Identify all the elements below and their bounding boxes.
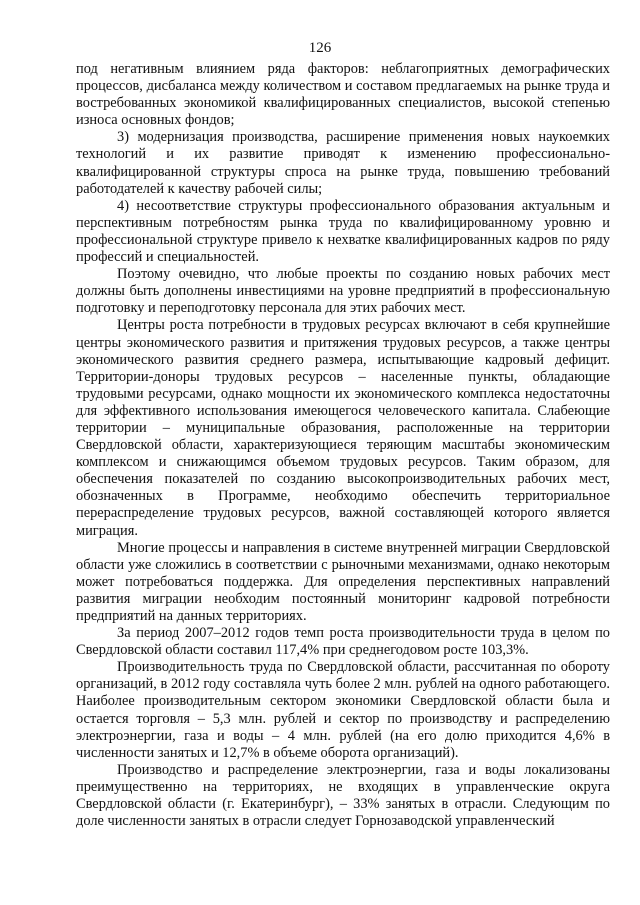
body-text	[76, 61, 610, 830]
paragraph: Производительность труда по Свердловской области, рассчитанная по обороту организаций, в 2012 году составляла чуть более 2 млн. рублей на одного работающего. Наиболее производительным сектором экономики Свердловской области была и остается торговля – 5,3 млн. рублей и сектор по производству и распределению электроэнергии, газа и воды – 4 млн. рублей (на его долю приходится 4,6% в численности занятых и 12,7% в объеме оборота организаций).	[76, 659, 610, 761]
paragraph: Многие процессы и направления в системе внутренней миграции Свердловской области уже сложились в соответствии с рыночными механизмами, однако некоторым может потребоваться поддержка. Для определения перспективных направлений развития миграции необходим постоянный мониторинг кадровой потребности предприятий на данных территориях.	[76, 539, 610, 624]
paragraph-continuation: под негативным влиянием ряда факторов: неблагоприятных демографических процессов, дисбаланса между количеством и составом предлагаемых на рынке труда и востребованных экономикой квалифицированных специалистов, высокой степенью износа основных фондов;	[76, 61, 610, 129]
paragraph-item-3: 3) модернизация производства, расширение применения новых наукоемких технологий и их развитие приводят к изменению профессионально-квалифицированной структуры спроса на рынке труда, повышению требований работодателей к качеству рабочей силы;	[76, 129, 610, 197]
paragraph: За период 2007–2012 годов темп роста производительности труда в целом по Свердловской области составил 117,4% при среднегодовом росте 103,3%.	[76, 625, 610, 659]
paragraph-item-4: 4) несоответствие структуры профессионального образования актуальным и перспективным потребностям рынка труда по квалифицированному уровню и профессиональной структуре привело к нехватке квалифицированных кадров по ряду профессий и специальностей.	[76, 197, 610, 266]
page-number: 126	[308, 40, 332, 56]
paragraph: Поэтому очевидно, что любые проекты по созданию новых рабочих мест должны быть дополнены инвестициями на уровне предприятий в профессиональную подготовку и переподготовку персонала для этих рабочих мест.	[76, 266, 610, 317]
paragraph: Производство и распределение электроэнергии, газа и воды локализованы преимущественно на территориях, не входящих в управленческие округа Свердловской области (г. Екатеринбург), – 33% занятых в отрасли. Следующим по доле численности занятых в отрасли следует Горнозаводской управленческий	[76, 761, 610, 830]
paragraph: Центры роста потребности в трудовых ресурсах включают в себя крупнейшие центры экономического развития и притяжения трудовых ресурсов, а также центры экономического развития среднего размера, испытывающие кадровый дефицит. Территории-доноры трудовых ресурсов – населенные пункты, обладающие трудовыми ресурсами, однако мощности их экономического комплекса недостаточны для эффективного использования имеющегося человеческого капитала. Слабеющие территории – муниципальные образования, расположенные на территории Свердловской области, характеризующиеся теряющим масштабы экономическим комплексом и снижающимся объемом трудовых ресурсов. Таким образом, для обеспечения показателей по созданию высокопроизводительных рабочих мест, обозначенных в Программе, необходимо обеспечить территориальное перераспределение трудовых ресурсов, важной составляющей которого является миграция.	[76, 317, 610, 539]
